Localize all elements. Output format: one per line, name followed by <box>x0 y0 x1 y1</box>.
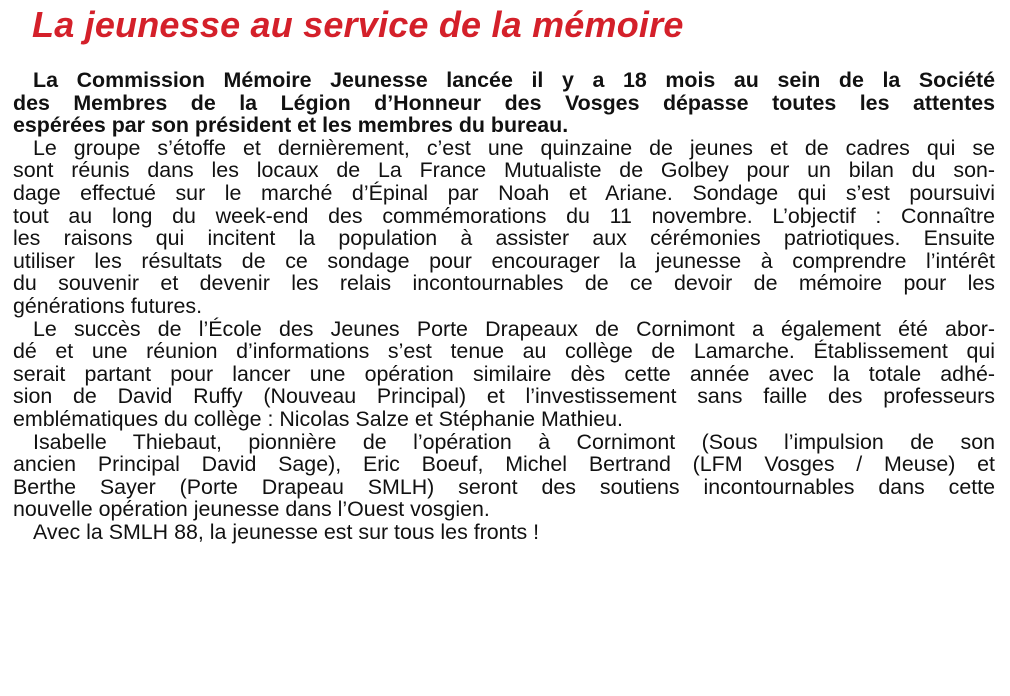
article-headline: La jeunesse au service de la mémoire <box>32 4 684 45</box>
paragraph-line: sont réunis dans les locaux de La France Mutualiste de Golbey pour un bilan du son- <box>13 158 995 183</box>
paragraph-line: dé et une réunion d’informations s’est tenue au collège de Lamarche. Établissement qui <box>13 339 995 364</box>
paragraph-line: ancien Principal David Sage), Eric Boeuf, Michel Bertrand (LFM Vosges / Meuse) et <box>13 452 995 477</box>
lead-line: La Commission Mémoire Jeunesse lancée il y a 18 mois au sein de la Société <box>33 68 995 92</box>
paragraph-line: serait partant pour lancer une opération similaire dès cette année avec la totale adhé- <box>13 361 995 386</box>
paragraph-line: sion de David Ruffy (Nouveau Principal) et l’investissement sans faille des professeurs <box>13 384 995 409</box>
lead-paragraph <box>13 69 995 137</box>
paragraph-line: Le groupe s’étoffe et dernièrement, c’est une quinzaine de jeunes et de cadres qui se <box>33 135 995 160</box>
body-paragraph <box>13 431 995 521</box>
paragraph-line: Isabelle Thiebaut, pionnière de l’opération à Cornimont (Sous l’impulsion de son <box>33 429 995 454</box>
body-paragraph <box>13 137 995 318</box>
article-body <box>13 69 995 543</box>
paragraph-line: Avec la SMLH 88, la jeunesse est sur tous les fronts ! <box>33 519 540 544</box>
body-paragraph <box>13 318 995 431</box>
body-paragraph <box>13 521 995 544</box>
paragraph-line: générations futures. <box>13 293 203 318</box>
paragraph-line: emblématiques du collège : Nicolas Salze et Stéphanie Mathieu. <box>13 406 623 431</box>
paragraph-line: dage effectué sur le marché d’Épinal par Noah et Ariane. Sondage qui s’est poursuivi <box>13 180 995 205</box>
paragraph-line: du souvenir et devenir les relais incontournables de ce devoir de mémoire pour les <box>13 271 995 296</box>
paragraph-line: les raisons qui incitent la population à assister aux cérémonies patriotiques. Ensuite <box>13 226 995 251</box>
paragraph-line: tout au long du week-end des commémorations du 11 novembre. L’objectif : Connaître <box>13 203 995 228</box>
paragraph-line: Berthe Sayer (Porte Drapeau SMLH) seront des soutiens incontournables dans cette <box>13 474 995 499</box>
paragraph-line: nouvelle opération jeunesse dans l’Ouest vosgien. <box>13 497 490 522</box>
lead-line: espérées par son président et les membres du bureau. <box>13 113 569 138</box>
paragraph-line: utiliser les résultats de ce sondage pour encourager la jeunesse à comprendre l’intérêt <box>13 248 995 273</box>
lead-line: des Membres de la Légion d’Honneur des Vosges dépasse toutes les attentes <box>13 90 995 115</box>
paragraph-line: Le succès de l’École des Jeunes Porte Drapeaux de Cornimont a également été abor- <box>33 316 995 341</box>
